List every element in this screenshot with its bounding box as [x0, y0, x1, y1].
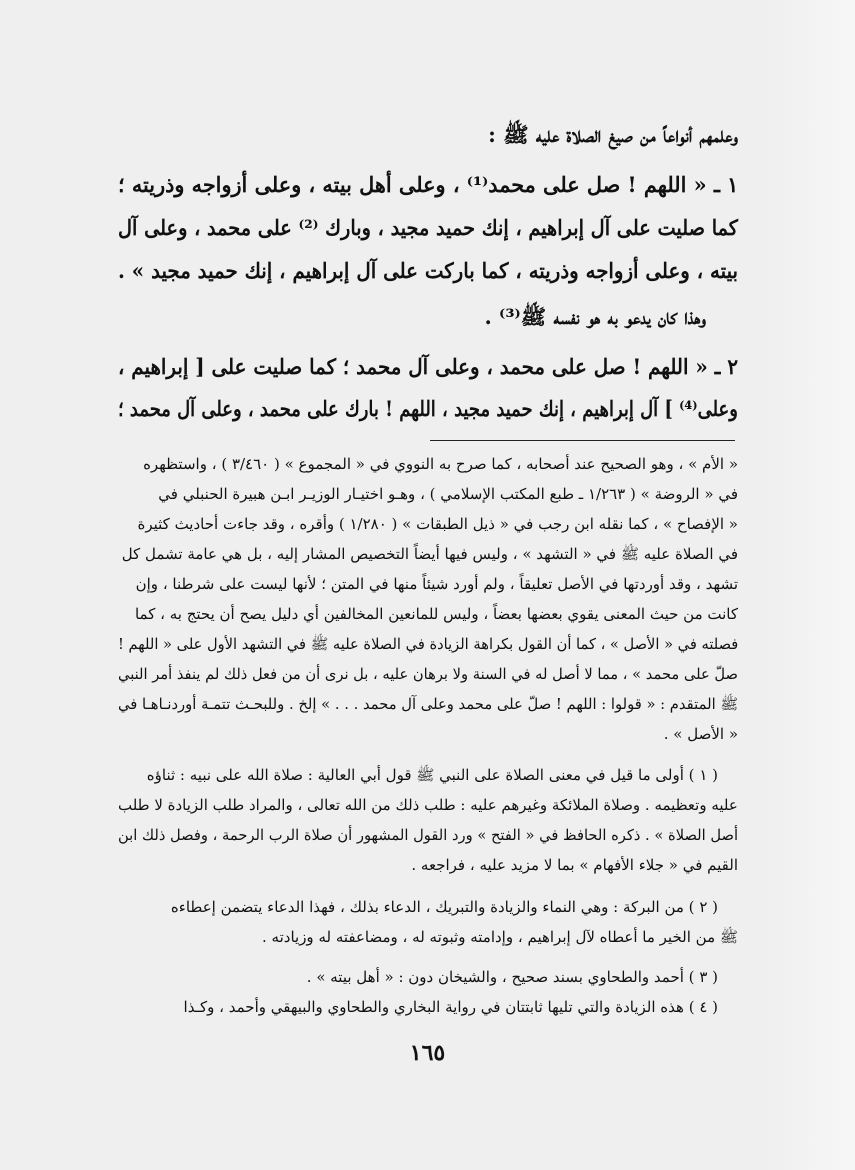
scan-edge — [765, 0, 855, 1170]
footnote-line: ﷺ المتقدم : « قولوا : اللهم ! صلّ على محمد وعلى آل محمد . . . » إلخ . وللبحـث تتمـة أوردنـاهـا في — [117, 695, 738, 713]
footnote-4-line: ( ٤ ) هذه الزيادة والتي تليها ثابتتان في رواية البخاري والطحاوي والبيهقي وأحمد ، وكـذا — [183, 998, 718, 1016]
footnote-line: « الأصل » . — [663, 725, 738, 743]
footnotes — [118, 0, 738, 1030]
footnote-1-line: أصل الصلاة » . ذكره الحافظ في « الفتح » ورد القول المشهور أن صلاة الرب الرحمة ، وفصل ذلك ابن — [117, 826, 738, 844]
main-line: بيته ، وعلى أزواجه وذريته ، كما باركت على آل إبراهيم ، إنك حميد مجيد » . — [117, 258, 738, 283]
main-line: ١ ـ « اللهم ! صل على محمد⁽¹⁾ ، وعلى أهل بيته ، وعلى أزواجه وذريته ؛ — [117, 172, 738, 197]
main-line: ٢ ـ « اللهم ! صل على محمد ، وعلى آل محمد ؛ كما صليت على [ إبراهيم ، — [117, 354, 738, 379]
footnote-line: « الأم » ، وهو الصحيح عند أصحابه ، كما صرح به النووي في « المجموع » ( ٣/٤٦٠ ) ، واستظهره — [143, 455, 738, 473]
footnote-line: في الصلاة عليه ﷺ في « التشهد » ، وليس فيها أيضاً التخصيص المشار إليه ، بل هي عامة تشمل كل — [121, 545, 738, 563]
footnote-1-line: عليه وتعظيمه . وصلاة الملائكة وغيرهم عليه : طلب ذلك من الله تعالى ، والمراد طلب الزيادة لا طلب — [118, 796, 738, 814]
footnote-3-line: ( ٣ ) أحمد والطحاوي بسند صحيح ، والشيخان دون : « أهل بيته » . — [306, 968, 718, 986]
footnote-line: فصلته في « الأصل » ، كما أن القول بكراهة الزيادة في الصلاة عليه ﷺ في التشهد الأول على « اللهم ! — [117, 635, 738, 653]
footnote-line: كانت من حيث المعنى يقوي بعضها بعضاً ، وليس للمانعين المخالفين أي دليل يصح أن يحتج به ، كما — [134, 605, 738, 623]
footnote-1-line: القيم في « جلاء الأفهام » بما لا مزيد عليه ، فراجعه . — [411, 856, 738, 874]
footnote-2-line: ( ٢ ) من البركة : وهي النماء والزيادة والتبريك ، الدعاء بذلك ، فهذا الدعاء يتضمن إعطاءه — [170, 898, 718, 916]
footnote-1-line: ( ١ ) أولى ما قيل في معنى الصلاة على النبي ﷺ قول أبي العالية : صلاة الله على نبيه : ثناؤه — [146, 766, 718, 784]
footnote-line: « الإفصاح » ، كما نقله ابن رجب في « ذيل الطبقات » ( ١/٢٨٠ ) وأقره ، وقد جاءت أحاديث كثيرة — [137, 515, 738, 533]
footnote-2-line: ﷺ من الخير ما أعطاه لآل إبراهيم ، وإدامته وثبوته له ، ومضاعفته له وزيادته . — [262, 928, 738, 946]
main-line: وعلمهم أنواعاً من صيغ الصلاة عليه ﷺ : — [488, 122, 738, 147]
main-line: كما صليت على آل إبراهيم ، إنك حميد مجيد ، وبارك ⁽²⁾ على محمد ، وعلى آل — [118, 215, 738, 240]
footnote-line: صلّ على محمد » ، مما لا أصل له في السنة ولا برهان عليه ، بل نرى أن من فعل ذلك لم ينفذ أمر النبي — [118, 665, 738, 683]
page-number: ١٦٥ — [409, 1040, 446, 1066]
main-line: وعلى⁽⁴⁾ ] آل إبراهيم ، إنك حميد مجيد ، اللهم ! بارك على محمد ، وعلى آل محمد ؛ — [118, 396, 738, 421]
main-line: وهذا كان يدعو به هو نفسه ﷺ⁽³⁾ . — [484, 304, 706, 329]
footnote-line: تشهد ، وقد أوردتها في الأصل تعليقاً ، ولم أورد شيئاً منها في المتن ؛ لأنها ليست على شرطنا ، وإن — [135, 575, 738, 593]
footnote-line: في « الروضة » ( ١/٢٦٣ ـ طبع المكتب الإسلامي ) ، وهـو اختيـار الوزيـر ابـن هبيرة الحنبلي في — [158, 485, 738, 503]
